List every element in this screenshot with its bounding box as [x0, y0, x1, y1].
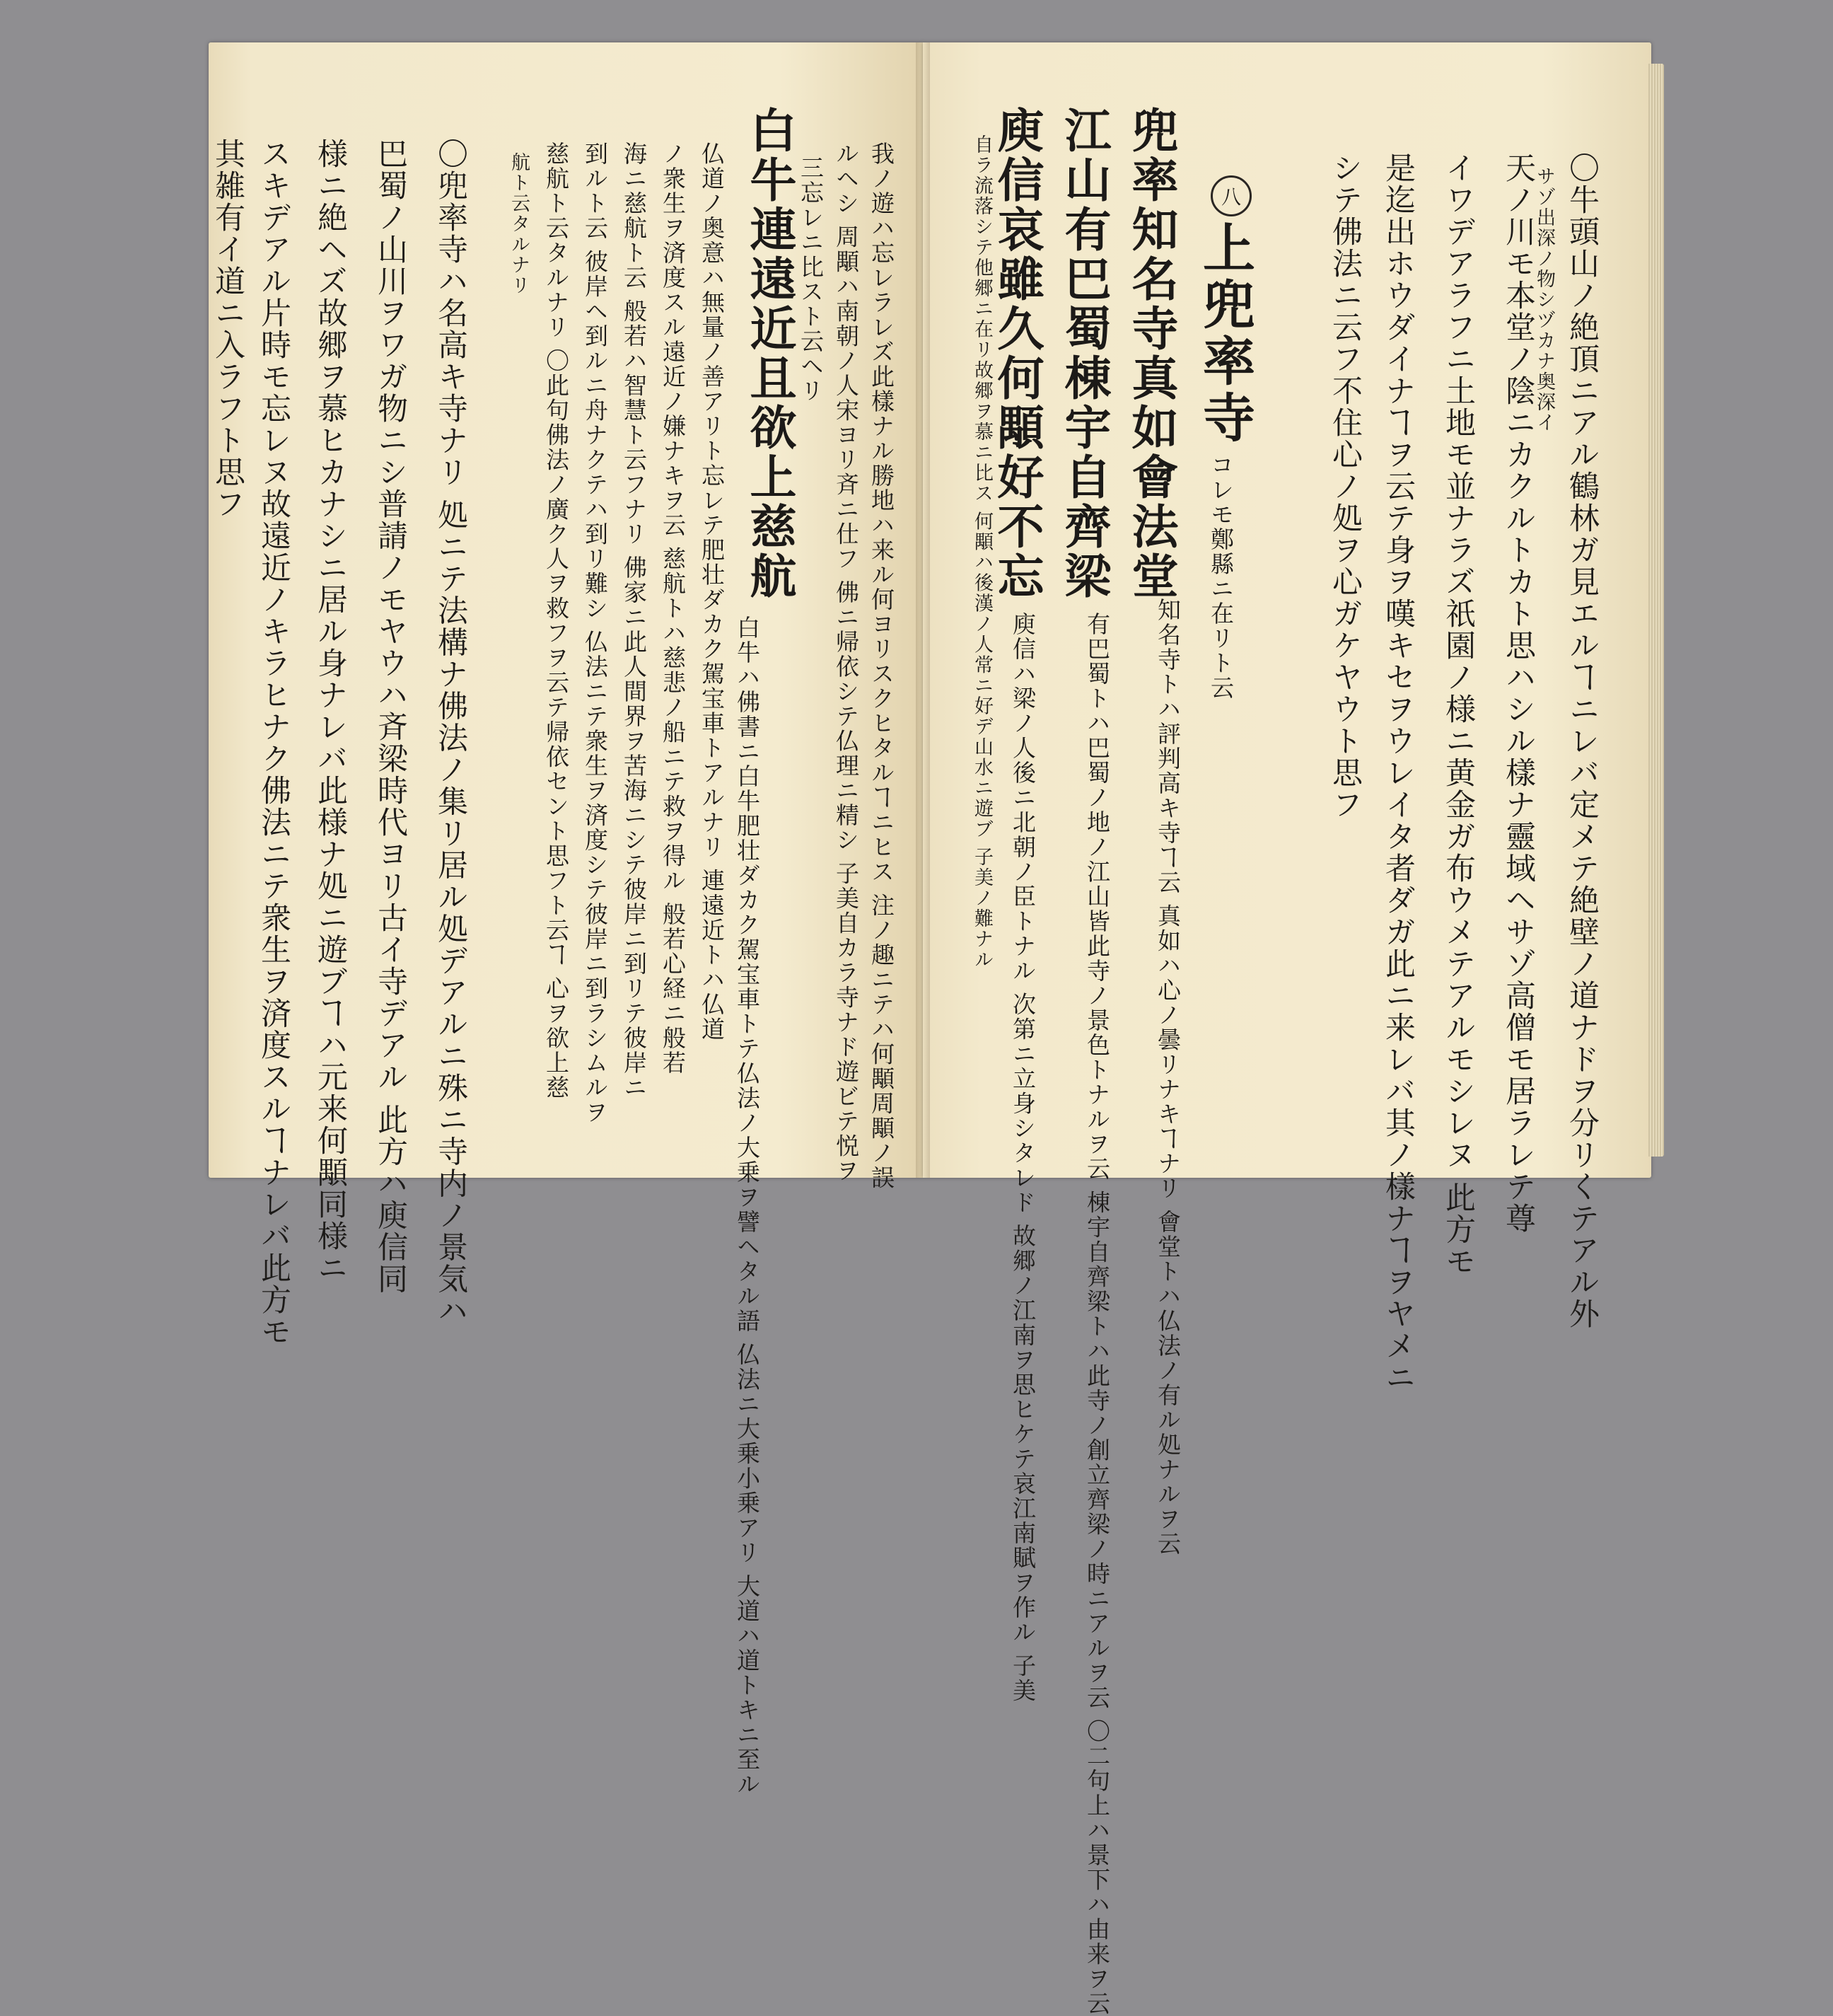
left-note-line-4: スキデアル片時モ忘レヌ故遠近ノキラヒナク佛法ニテ衆生ヲ済度スルヿナレバ此方モ	[256, 138, 291, 1348]
left-note-line-1: 〇兜率寺ハ名高キ寺ナリ 処ニテ法構ナ佛法ノ集リ居ル処デアルニ殊ニ寺内ノ景気ハ	[433, 138, 468, 1327]
right-commentary-2: 有巴蜀トハ巴蜀ノ地ノ江山皆此寺ノ景色トナルヲ云 棟宇自齊梁トハ此寺ノ創立齊梁ノ時ニアルヲ云 〇二句上ハ景下ハ由来ヲ云	[1083, 612, 1111, 2016]
poem-line-3: 庾信哀雖久何顒好不忘	[989, 106, 1044, 601]
poem-title-note: コレモ鄭縣ニ在リト云	[1207, 453, 1235, 700]
left-commentary-3: 三忘レニ比スト云ヘリ	[797, 156, 825, 403]
left-commentary2-7: 航ト云タルナリ	[508, 152, 530, 296]
right-note-insert: サゾ出深ノ物シヅカナ奥深イ	[1533, 166, 1555, 433]
left-commentary2-5: 到ルト云 彼岸ヘ到ルニ舟ナクテハ到リ難シ 仏法ニテ衆生ヲ済度シテ彼岸ニ到ラシムルヲ	[581, 141, 609, 1125]
right-note-line-4: 是迄出ホウダイナヿヲ云テ身ヲ嘆キセヲウレイタ者ダガ此ニ来レバ其ノ樣ナヿヲヤメニ	[1380, 152, 1416, 1394]
poem-line-1: 兜率知名寺真如會法堂	[1124, 106, 1179, 601]
right-note-line-1: 〇牛頭山ノ絶頂ニアル鶴林ガ見エルヿニレバ定メテ絶壁ノ道ナドヲ分リくテアル外	[1564, 152, 1600, 1330]
left-commentary2-3: ノ衆生ヲ済度スル遠近ノ嫌ナキヲ云 慈航トハ慈悲ノ船ニテ救ヲ得ル 般若心経ニ般若	[659, 141, 687, 1075]
left-commentary2-4: 海ニ慈航ト云 般若ハ智慧ト云フナリ 佛家ニ此人間界ヲ苦海ニシテ彼岸ニ到リテ彼岸ニ	[620, 141, 648, 1100]
left-note-line-5: 其雑有イ道ニ入ラフト思フ	[210, 138, 245, 520]
left-note-line-3: 様ニ絶ヘズ故郷ヲ慕ヒカナシニ居ル身ナレバ此様ナ処ニ遊ブヿハ元来何顒同様ニ	[313, 138, 348, 1284]
right-note-line-5: シテ佛法ニ云フ不住心ノ処ヲ心ガケヤウト思フ	[1327, 152, 1363, 821]
left-commentary2-6: 慈航ト云タルナリ 〇此句佛法ノ廣ク人ヲ救フヲ云テ帰依セント思フト云ヿ 心ヲ欲上慈	[542, 141, 570, 1100]
right-commentary-3: 庾信ハ梁ノ人後ニ北朝ノ臣トナル 次第ニ立身シタレド 故郷ノ江南ヲ思ヒケテ哀江南賦ヲ作ル 子美	[1009, 612, 1037, 1703]
left-commentary2-2: 仏道ノ奥意ハ無量ノ善アリト忘レテ肥壮ダカク駕宝車トアルナリ 連遠近トハ仏道	[698, 141, 726, 1042]
section-number-mark: 八	[1211, 175, 1252, 216]
right-note-line-2: 天ノ川モ本堂ノ陰ニカクルトカト思ハシル樣ナ靈域ヘサゾ高僧モ居ラレテ尊	[1501, 152, 1536, 1234]
left-poem-line: 白牛連遠近且欲上慈航	[742, 106, 797, 601]
left-note-line-2: 巴蜀ノ山川ヲワガ物ニシ普請ノモヤウハ斉梁時代ヨリ古イ寺デアル 此方ハ庾信同	[373, 138, 408, 1295]
left-commentary-2: ルヘシ 周顒ハ南朝ノ人宋ヨリ斉ニ仕フ 佛ニ帰依シテ仏理ニ精シ 子美自カラ寺ナド遊ビテ悦ヲ	[832, 141, 860, 1183]
left-commentary2-1: 白牛ハ佛書ニ白牛肥壮ダカク駕宝車トテ仏法ノ大乗ヲ譬ヘタル語 仏法ニ大乗小乗アリ 大道ハ道トキニ至ル	[733, 615, 761, 1797]
right-note-line-3: イワデアラフニ土地モ並ナラズ祇園ノ様ニ黄金ガ布ウメテアルモシレヌ 此方モ	[1441, 152, 1476, 1278]
poem-line-2: 江山有巴蜀棟宇自齊梁	[1057, 106, 1112, 601]
right-commentary-1: 知名寺トハ評判高キ寺ヿ云 真如ハ心ノ曇リナキヿナリ 會堂トハ仏法ノ有ル処ナルヲ云	[1154, 598, 1182, 1556]
left-commentary-1: 我ノ遊ハ忘レラレズ此樣ナル勝地ハ来ル何ヨリスクヒタルヿニヒス 注ノ趣ニテハ何顒周顒ノ誤	[868, 141, 895, 1191]
poem-title: 上兜率寺	[1194, 221, 1255, 447]
page-edges	[1648, 64, 1664, 1157]
right-commentary-4: 自ラ流落シテ他郷ニ在リ故郷ヲ慕ニ比ス 何顒ハ後漢ノ人常ニ好デ山水ニ遊ブ 子美ノ難ナル	[971, 134, 993, 971]
book-gutter	[916, 42, 930, 1178]
